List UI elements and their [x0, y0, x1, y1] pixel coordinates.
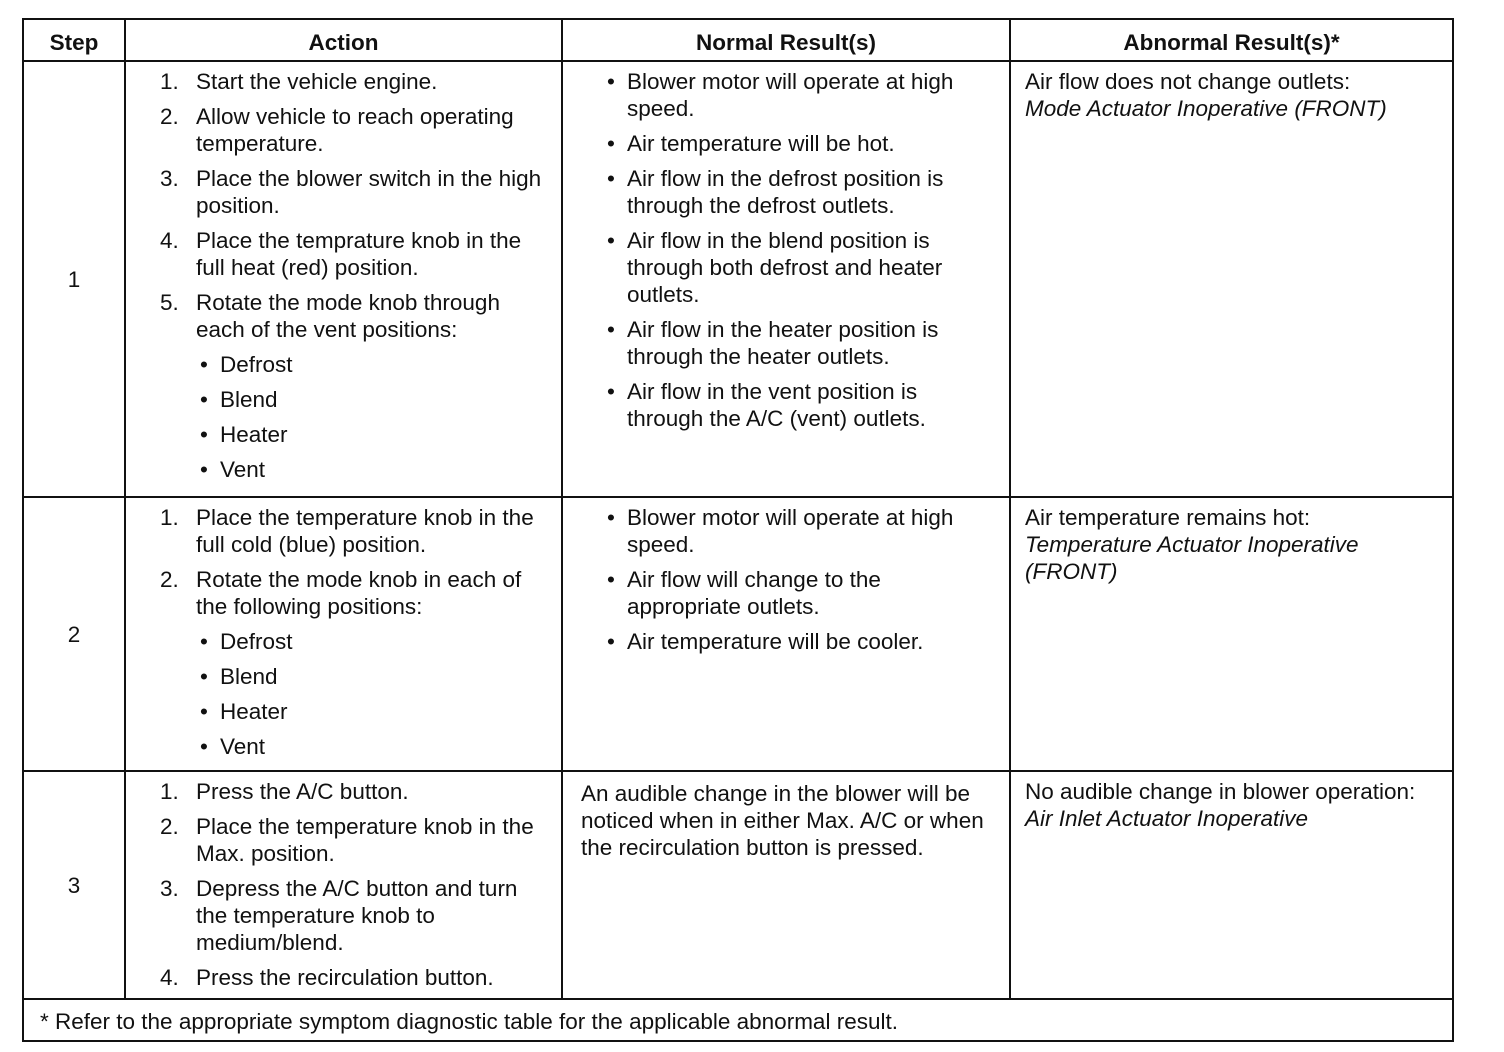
bullet-icon: •: [200, 457, 208, 482]
action-list: [160, 504, 551, 760]
item-text: Rotate the mode knob in each of the following positions:: [196, 567, 522, 619]
bullet-icon: •: [200, 629, 208, 654]
item-text: Place the blower switch in the high position.: [196, 166, 542, 218]
sub-list-item: [196, 351, 551, 378]
item-number: 1.: [160, 505, 179, 530]
list-item: [160, 813, 551, 867]
item-number: 2.: [160, 104, 179, 129]
list-item: [160, 68, 551, 95]
item-text: Air flow in the heater position is through the heater outlets.: [627, 317, 939, 369]
list-item: [160, 103, 551, 157]
footnote: * Refer to the appropriate symptom diagnostic table for the applicable abnormal result.: [23, 999, 1453, 1041]
item-text: Air temperature will be hot.: [627, 131, 895, 156]
abnormal-text: No audible change in blower operation:: [1025, 779, 1416, 804]
bullet-icon: •: [607, 629, 615, 654]
abnormal-diagnosis: Temperature Actuator Inoperative (FRONT): [1025, 532, 1359, 584]
bullet-icon: •: [607, 131, 615, 156]
item-number: 2.: [160, 814, 179, 839]
list-item: [160, 964, 551, 991]
list-item: [603, 227, 999, 308]
list-item: [160, 289, 551, 483]
step-number: 2: [23, 497, 125, 771]
bullet-icon: •: [607, 166, 615, 191]
abnormal-text: Air temperature remains hot:: [1025, 505, 1311, 530]
sub-item-text: Vent: [220, 457, 266, 482]
list-item: [160, 165, 551, 219]
list-item: [603, 165, 999, 219]
list-item: [160, 875, 551, 956]
item-text: Place the temprature knob in the full heat (red) position.: [196, 228, 522, 280]
step-number: 1: [23, 61, 125, 497]
item-text: Press the recirculation button.: [196, 965, 494, 990]
item-text: Blower motor will operate at high speed.: [627, 69, 954, 121]
sub-item-text: Heater: [220, 422, 288, 447]
item-number: 2.: [160, 567, 179, 592]
item-text: Start the vehicle engine.: [196, 69, 438, 94]
action-cell: [125, 497, 562, 771]
abnormal-diagnosis: Mode Actuator Inoperative (FRONT): [1025, 96, 1387, 121]
table-row: [23, 61, 1453, 497]
normal-results-cell: [562, 771, 1010, 999]
list-item: [603, 68, 999, 122]
sub-list-item: [196, 456, 551, 483]
list-item: [160, 227, 551, 281]
item-text: Air flow in the blend position is through both defrost and heater outlets.: [627, 228, 943, 307]
item-text: Place the temperature knob in the Max. position.: [196, 814, 534, 866]
footnote-row: [23, 999, 1453, 1041]
bullet-icon: •: [200, 734, 208, 759]
diagnostic-table: [22, 18, 1454, 1042]
sub-list-item: [196, 386, 551, 413]
normal-results-list: [603, 504, 999, 655]
header-abnormal-results: Abnormal Result(s)*: [1010, 19, 1453, 61]
bullet-icon: •: [607, 69, 615, 94]
bullet-icon: •: [607, 317, 615, 342]
normal-result-text: An audible change in the blower will be noticed when in either Max. A/C or when the recirculation button is pressed.: [581, 781, 984, 860]
list-item: [603, 378, 999, 432]
item-text: Rotate the mode knob through each of the vent positions:: [196, 290, 500, 342]
bullet-icon: •: [200, 699, 208, 724]
sub-item-text: Vent: [220, 734, 266, 759]
abnormal-results-cell: [1010, 61, 1453, 497]
normal-results-cell: [562, 61, 1010, 497]
list-item: [603, 316, 999, 370]
item-text: Place the temperature knob in the full cold (blue) position.: [196, 505, 534, 557]
header-step: Step: [23, 19, 125, 61]
bullet-icon: •: [607, 228, 615, 253]
abnormal-text: Air flow does not change outlets:: [1025, 69, 1351, 94]
item-number: 1.: [160, 779, 179, 804]
sub-item-text: Blend: [220, 664, 278, 689]
list-item: [160, 504, 551, 558]
bullet-icon: •: [607, 379, 615, 404]
item-text: Air temperature will be cooler.: [627, 629, 924, 654]
step-number: 3: [23, 771, 125, 999]
item-text: Air flow in the vent position is through the A/C (vent) outlets.: [627, 379, 926, 431]
action-list: [160, 68, 551, 483]
item-text: Air flow in the defrost position is through the defrost outlets.: [627, 166, 944, 218]
item-text: Allow vehicle to reach operating temperature.: [196, 104, 514, 156]
list-item: [603, 130, 999, 157]
item-text: Depress the A/C button and turn the temperature knob to medium/blend.: [196, 876, 518, 955]
table-row: [23, 771, 1453, 999]
list-item: [603, 566, 999, 620]
normal-results-list: [603, 68, 999, 432]
item-number: 4.: [160, 965, 179, 990]
action-cell: [125, 771, 562, 999]
bullet-icon: •: [200, 422, 208, 447]
sub-item-text: Defrost: [220, 629, 293, 654]
sub-item-text: Defrost: [220, 352, 293, 377]
sub-item-text: Heater: [220, 699, 288, 724]
bullet-icon: •: [200, 664, 208, 689]
sub-list: [196, 351, 551, 483]
sub-list-item: [196, 733, 551, 760]
item-text: Blower motor will operate at high speed.: [627, 505, 954, 557]
sub-list: [196, 628, 551, 760]
item-text: Air flow will change to the appropriate outlets.: [627, 567, 881, 619]
list-item: [160, 778, 551, 805]
item-text: Press the A/C button.: [196, 779, 409, 804]
sub-list-item: [196, 663, 551, 690]
sub-item-text: Blend: [220, 387, 278, 412]
list-item: [603, 504, 999, 558]
abnormal-results-cell: [1010, 497, 1453, 771]
item-number: 3.: [160, 876, 179, 901]
table-row: [23, 497, 1453, 771]
item-number: 5.: [160, 290, 179, 315]
abnormal-results-cell: [1010, 771, 1453, 999]
bullet-icon: •: [200, 352, 208, 377]
normal-results-cell: [562, 497, 1010, 771]
header-row: [23, 19, 1453, 61]
item-number: 4.: [160, 228, 179, 253]
list-item: [603, 628, 999, 655]
action-list: [160, 778, 551, 991]
header-action: Action: [125, 19, 562, 61]
sub-list-item: [196, 628, 551, 655]
list-item: [160, 566, 551, 760]
bullet-icon: •: [607, 567, 615, 592]
sub-list-item: [196, 698, 551, 725]
bullet-icon: •: [200, 387, 208, 412]
item-number: 3.: [160, 166, 179, 191]
abnormal-diagnosis: Air Inlet Actuator Inoperative: [1025, 806, 1309, 831]
header-normal-results: Normal Result(s): [562, 19, 1010, 61]
bullet-icon: •: [607, 505, 615, 530]
sub-list-item: [196, 421, 551, 448]
action-cell: [125, 61, 562, 497]
item-number: 1.: [160, 69, 179, 94]
